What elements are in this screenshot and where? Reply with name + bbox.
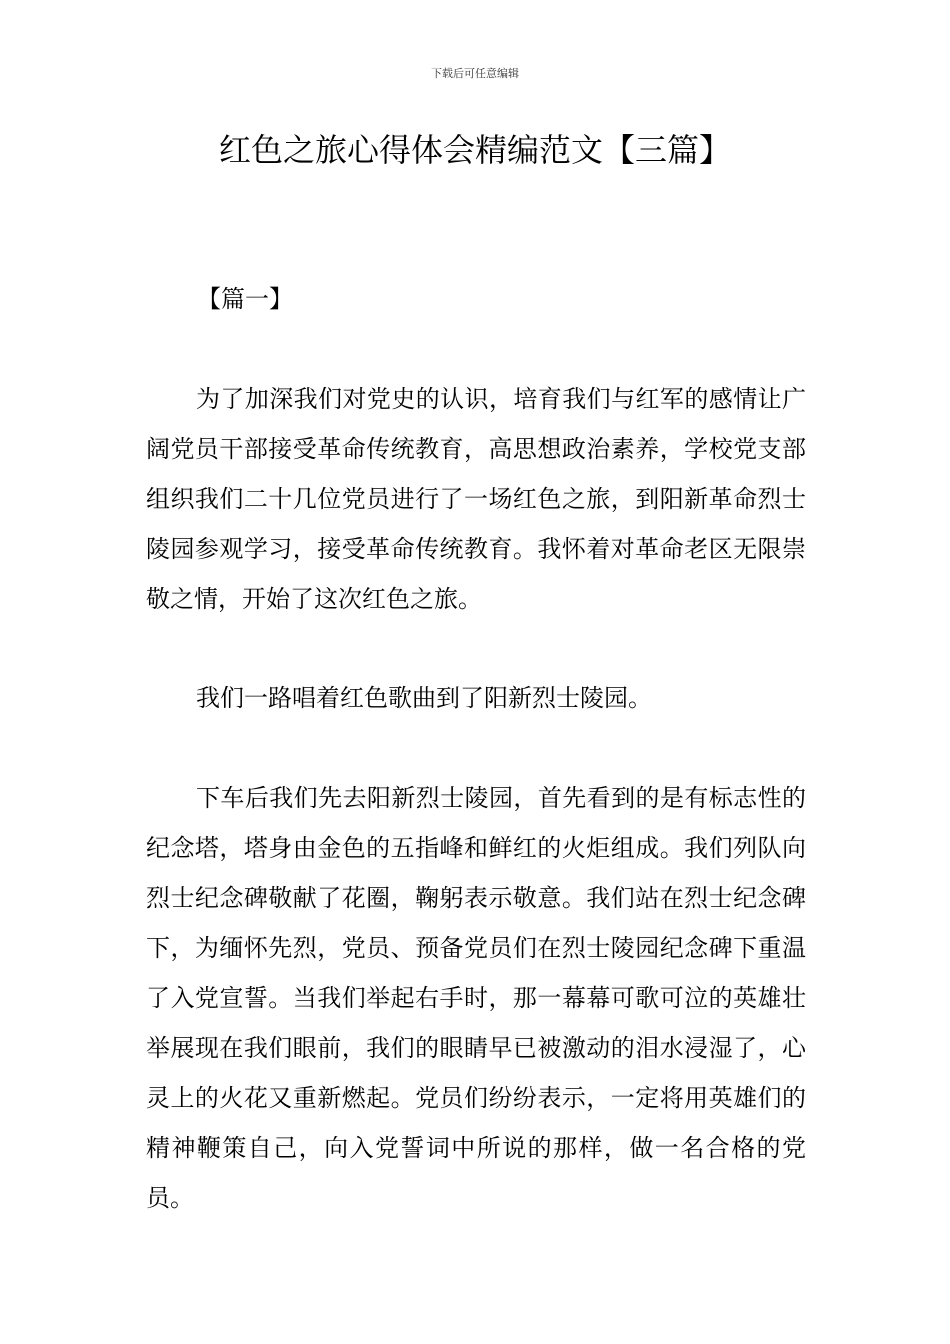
document-title: 红色之旅心得体会精编范文【三篇】 — [218, 131, 731, 169]
body-paragraph: 我们一路唱着红色歌曲到了阳新烈士陵园。 — [196, 684, 652, 712]
body-paragraph: 下车后我们先去阳新烈士陵园，首先看到的是有标志性的纪念塔，塔身由金色的五指峰和鲜红的火炬组成。我们列队向烈士纪念碑敬献了花圈，鞠躬表示敬意。我们站在烈士纪念碑下，为缅怀先烈，党员、预备党员们在烈士陵园纪念碑下重温了入党宣誓。当我们举起右手时，那一幕幕可歌可泣的英雄壮举展现在我们眼前，我们的眼睛早已被激动的泪水浸湿了，心灵上的火花又重新燃起。党员们纷纷表示，一定将用英雄们的精神鞭策自己，向入党誓词中所说的那样，做一名合格的党员。 — [146, 784, 806, 1212]
body-paragraph: 为了加深我们对党史的认识，培育我们与红军的感情让广阔党员干部接受革命传统教育，高思想政治素养，学校党支部组织我们二十几位党员进行了一场红色之旅，到阳新革命烈士陵园参观学习，接受革命传统教育。我怀着对革命老区无限崇敬之情，开始了这次红色之旅。 — [146, 385, 806, 613]
section-label: 【篇一】 — [197, 285, 293, 313]
header-note: 下载后可任意编辑 — [431, 67, 519, 80]
